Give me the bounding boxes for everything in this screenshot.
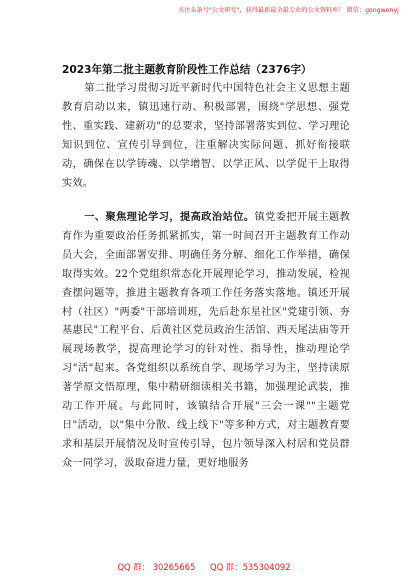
footer-contact <box>0 561 408 573</box>
document-title: 2023年第二批主题教育阶段性工作总结（2376字） <box>62 64 312 76</box>
top-banner: 关注头条号"公文研究"，获得最新最全最专业的公文资料库！ 微信：gongwenyj <box>178 7 399 14</box>
paragraph-intro-text: 第二批学习贯彻习近平新时代中国特色社会主义思想主题教育启动以来，镇迅速行动、积极部署，围绕"学思想、强党性、重实践、建新功"的总要求，坚持部署落实到位、学习理论知识到位、宣传引导到位，注重解决实际问题、抓好衔接联动，确保在以学铸魂、以学增智、以学正风、以学促干上取得实效。 <box>62 83 350 189</box>
footer-qq-group-2: QQ 群：535304092 <box>210 562 291 572</box>
footer-qq-group-1: QQ 群： 30265665 <box>117 562 196 572</box>
section-1-heading: 一、聚焦理论学习，提高政治站位。 <box>84 212 255 223</box>
paragraph-intro <box>62 80 350 193</box>
section-1-body: 镇党委把开展主题教育作为重要政治任务抓紧抓实，第一时间召开主题教育工作动员大会，全面部署安排、明确任务分解、细化工作举措，确保取得实效。22个党组织常态化开展理论学习，推动发展，检视查摆问题等，推进主题教育各项工作任务落实落地。镇还开展村（社区）"两委"干部培训班，先后赴东星社区"党建引领、夯基惠民"工程平台、后黄社区党员政治生活馆、西天尾法庙等开展现场教学，提高理论学习的针对性、指导性，推动理论学习"活"起来。各党组织以系统自学、现场学习为主，坚持读原著学原文悟原理，集中精研细读相关书籍，加强理论武装，推动工作开展。与此同时，该镇结合开展"三会一课""主题党日"活动，以"集中分散、线上线下"等多种方式，对主题教育要求和基层开展情况及时宣传引导，包片领导深入村居和党员群众一同学习，汲取奋进力量，更好地服务 <box>62 212 350 469</box>
paragraph-section-1 <box>62 209 350 474</box>
